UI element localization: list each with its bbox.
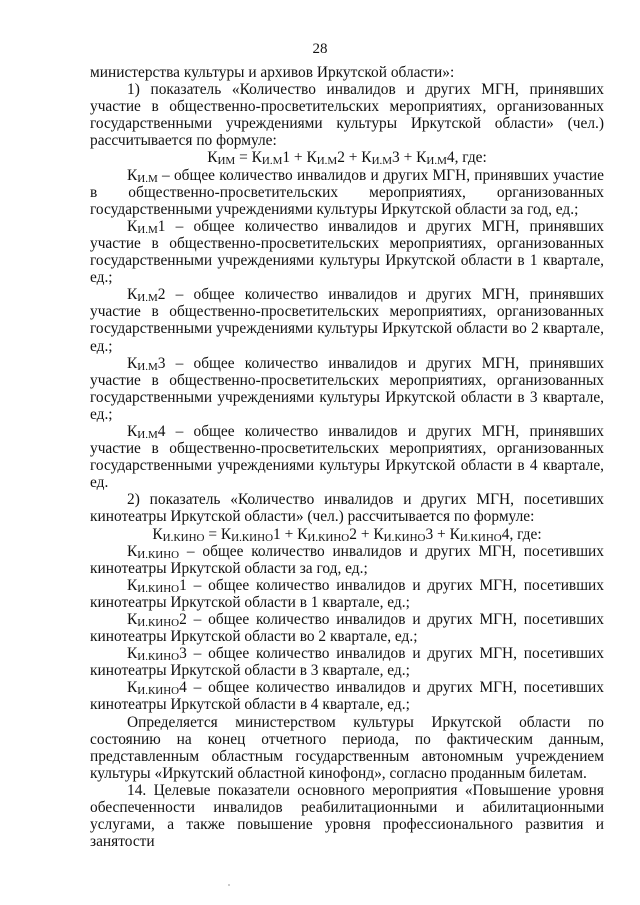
definition-1-q4: $К_{И.М}4$ – общее количество инвалидов и других МГН, принявших участие в общественно-просветительских мероприятиях, организованных государственными учреждениями культуры Иркутской области в 4 квартале, ед.: [90, 422, 604, 492]
definition-1-total: $К_{И.М}$ – общее количество инвалидов и других МГН, принявших участие в общественно-просветительских мероприятиях, организованных государственными учреждениями культуры Иркутской области за год, ед.;: [90, 166, 604, 218]
definition-2-total: $К_{И.КИНО}$ – общее количество инвалидов и других МГН, посетивших кинотеатры Иркутской области за год, ед.;: [90, 542, 604, 577]
definition-2-q1: $К_{И.КИНО}1$ – общее количество инвалидов и других МГН, посетивших кинотеатры Иркутской области в 1 квартале, ед.;: [90, 576, 604, 611]
paragraph-indicator-1: 1) показатель «Количество инвалидов и других МГН, принявших участие в общественно-просветительских мероприятиях, организованных государственными учреждениями культуры Иркутской области» (чел.) рассчитывается по формуле:: [90, 81, 604, 150]
definition-1-q1: $К_{И.М}1$ – общее количество инвалидов и других МГН, принявших участие в общественно-просветительских мероприятиях, организованных государственными учреждениями культуры Иркутской области в 1 квартале, ед.;: [90, 217, 604, 287]
paragraph-indicator-2: 2) показатель «Количество инвалидов и других МГН, посетивших кинотеатры Иркутской области» (чел.) рассчитывается по формуле:: [90, 491, 604, 526]
definition-2-q2: $К_{И.КИНО}2$ – общее количество инвалидов и других МГН, посетивших кинотеатры Иркутской области во 2 квартале, ед.;: [90, 611, 604, 646]
definition-2-q3: $К_{И.КИНО}3$ – общее количество инвалидов и других МГН, посетивших кинотеатры Иркутской области в 3 квартале, ед.;: [90, 645, 604, 680]
paragraph-source-note: Определяется министерством культуры Иркутской области по состоянию на конец отчетного периода, по фактическим данным, представленным областным государственным автономным учреждением культуры «Иркутский областной кинофонд», согласно проданным билетам.: [90, 713, 604, 782]
scan-speck: [228, 884, 230, 886]
formula-2: $К_{И.КИНО} = К_{И.КИНО}1 + К_{И.КИНО}2 + К_{И.КИНО}3 + К_{И.КИНО}4$, где:: [152, 525, 542, 544]
definition-1-q3: $К_{И.М}3$ – общее количество инвалидов и других МГН, принявших участие в общественно-просветительских мероприятиях, организованных государственными учреждениями культуры Иркутской области в 3 квартале, ед.;: [90, 354, 604, 423]
definition-2-q4: $К_{И.КИНО}4$ – общее количество инвалидов и других МГН, посетивших кинотеатры Иркутской области в 4 квартале, ед.;: [90, 679, 604, 714]
paragraph-continuation: министерства культуры и архивов Иркутской области»:: [90, 64, 455, 81]
formula-1: $К_{ИМ} = К_{И.М}1 + К_{И.М}2 + К_{И.М}3 + К_{И.М}4$, где:: [207, 149, 487, 168]
page-number: 28: [312, 41, 328, 57]
document-body: [90, 64, 604, 850]
definition-1-q2: $К_{И.М}2$ – общее количество инвалидов и других МГН, принявших участие в общественно-просветительских мероприятиях, организованных государственными учреждениями культуры Иркутской области во 2 квартале, ед.;: [90, 286, 604, 355]
paragraph-section-14: 14. Целевые показатели основного мероприятия «Повышение уровня обеспеченности инвалидов реабилитационными и абилитационными услугами, а также повышение уровня профессионального развития и занятости: [90, 781, 604, 851]
